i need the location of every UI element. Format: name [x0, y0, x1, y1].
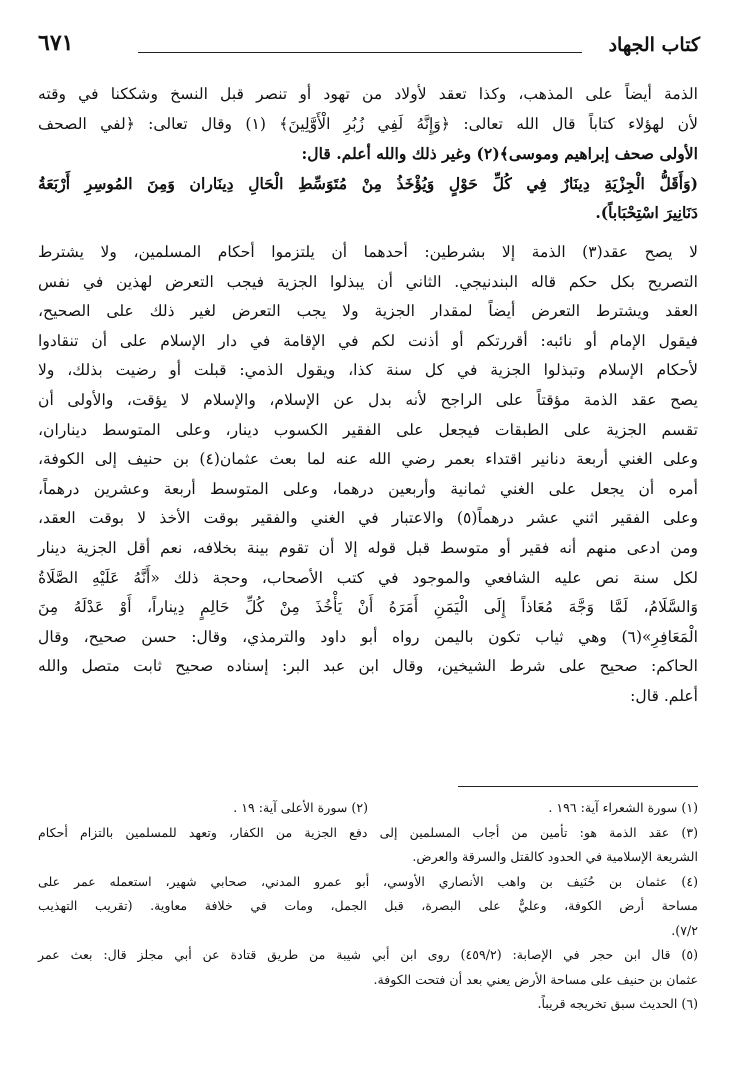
text-line: لأحكام الإسلام وتبذلوا الجزية في كل سنة كذا، ويقول الذمي: قبلت أو رضيت بذلك، ولا: [38, 361, 698, 380]
text-line: فيقول الإمام أو نائبه: أقررتكم أو أذنت لكم في الإقامة في دار الإسلام على أن تنقادوا: [38, 331, 698, 350]
footnote-2: (٢) سورة الأعلى آية: ١٩ .: [233, 800, 368, 815]
footnote-line: الشريعة الإسلامية في الحدود كالقتل والسرقة والعرض.: [412, 849, 698, 864]
footnote-line: (٦) الحديث سبق تخريجه قريباً.: [537, 996, 698, 1011]
text-line: الحاكم: صحيح على شرط الشيخين، وقال ابن عبد البر: إسناده صحيح ثابت متصل والله: [38, 657, 698, 676]
footnote-separator: [458, 786, 698, 787]
text-line: الذمة أيضاً على المذهب، وكذا تعقد لأولاد من تهود أو تنصر قبل النسخ وشككنا في وقته: [38, 85, 698, 103]
footnote-line: [38, 796, 698, 821]
text-line: لكل سنة نص عليه الشافعي والموجود في كتب الأصحاب، وحجة ذلك «أَنَّهُ عَلَيْهِ الصَّلَاةُ: [38, 568, 698, 587]
text-line: تقسم الجزية على الطبقات فيجعل على الفقير الكسوب دينار، وعلى المتوسط ديناران،: [38, 420, 698, 439]
text-line: وعلى الفقير اثني عشر درهماً(٥) والاعتبار في الغني والفقير بوقت الأخذ لا بوقت العقد،: [38, 509, 699, 528]
text-line: أمره أن يجعل على الغني ثمانية وأربعين درهما، وعلى المتوسط أربعة وعشرين درهماً،: [38, 479, 698, 498]
main-text: [38, 80, 698, 711]
text-line: التصريح بكل حكم قاله البندنيجي. الثاني أن يبذلوا الجزية فيجب التعرض لهذين في نفس: [38, 272, 698, 291]
footnote-line: عثمان بن حنيف على مساحة الأرض يعني بعد أن فتحت الكوفة.: [373, 971, 698, 987]
footnotes: [38, 796, 698, 1017]
text-line: الأولى صحف إبراهيم وموسى﴾(٢) وغير ذلك والله أعلم. قال:: [301, 144, 698, 164]
footnote-line: (٤) عثمان بن حُنَيف بن واهب الأنصاري الأوسي، أبو عمرو المدني، صحابي شهير، استعمله عمر على: [38, 873, 698, 889]
page-header: [38, 30, 700, 60]
text-line: لا يصح عقد(٣) الذمة إلا بشرطين: أحدهما أن يلتزموا أحكام المسلمين، ولا يشترط: [38, 242, 698, 261]
text-line: ومن ادعى منهم أنه فقير أو متوسط قبل قوله إلا أن تقوم بينة بخلافه، نعم أقل الجزية دينار: [38, 538, 698, 557]
footnote-line: مساحة أرض الكوفة، وعليٌّ على البصرة، قبل الجمل، ومات في خلافة معاوية. (تقريب التهذيب: [38, 898, 698, 913]
footnote-line: (٣) عقد الذمة هو: تأمين من أجاب المسلمين إلى دفع الجزية من الكفار، وتعهد للمسلمين بالتزام أحكام: [38, 824, 698, 840]
footnote-line: ٧/٢).: [671, 922, 698, 938]
matn-line: (وَأَقَلُّ الْجِزْيَةِ دِينَارٌ فِي كُلِّ حَوْلٍ وَيُؤْخَذُ مِنْ مُتَوَسِّطِ الْحَالِ دِينَاران وَمِنَ المُوسِرِ أَرْبَعَةُ: [38, 173, 698, 193]
footnote-1: (١) سورة الشعراء آية: ١٩٦ .: [548, 800, 698, 815]
running-title: كتاب الجهاد: [608, 34, 700, 56]
page-number: ٦٧١: [38, 30, 74, 56]
text-line: أعلم. قال:: [630, 686, 698, 705]
text-line: وعلى الغني أربعة دنانير اقتداء بعمر رضي الله عنه لما بعث عثمان(٤) بن حنيف إلى الكوفة،: [38, 450, 698, 469]
text-line: العقد ويشترط التعرض أيضاً لمقدار الجزية ولا يجب التعرض لغير ذلك على الصحيح،: [38, 302, 698, 321]
text-line: يصح عقد الذمة مؤقتاً على الراجح لأنه بدل عن الإسلام، والإسلام لا يؤقت، والأولى أن: [38, 390, 698, 409]
footnote-line: (٥) قال ابن حجر في الإصابة: (٤٥٩/٢) روى ابن أبي شيبة من طريق قتادة عن أبي مجلز قال: بعث عمر: [38, 947, 698, 962]
header-rule: [138, 52, 582, 53]
text-line: وَالسَّلَامُ، لَمَّا وَجَّهَ مُعَاذاً إِلَى الْيَمَنِ أَمَرَهُ أَنْ يَأْخُذَ مِنْ كُلِّ حَالِمٍ دِيناراً، أَوْ عَدْلَهُ مِنَ: [38, 598, 698, 617]
paragraph-gap: [38, 228, 698, 238]
matn-line: دَنَانِيرَ اسْتِحْبَاباً).: [595, 203, 698, 223]
text-line: لأن لهؤلاء كتاباً قال الله تعالى: ﴿وَإِنَّهُ لَفِي زُبُرِ الْأَوَّلِينَ﴾ (١) وقال تعالى: ﴿لفي الصحف: [38, 114, 698, 133]
text-line: الْمَعَافِرِ»(٦) وهي ثياب تكون باليمن رواه أبو داود والترمذي، وقال: حسن صحيح، وقال: [38, 627, 698, 646]
